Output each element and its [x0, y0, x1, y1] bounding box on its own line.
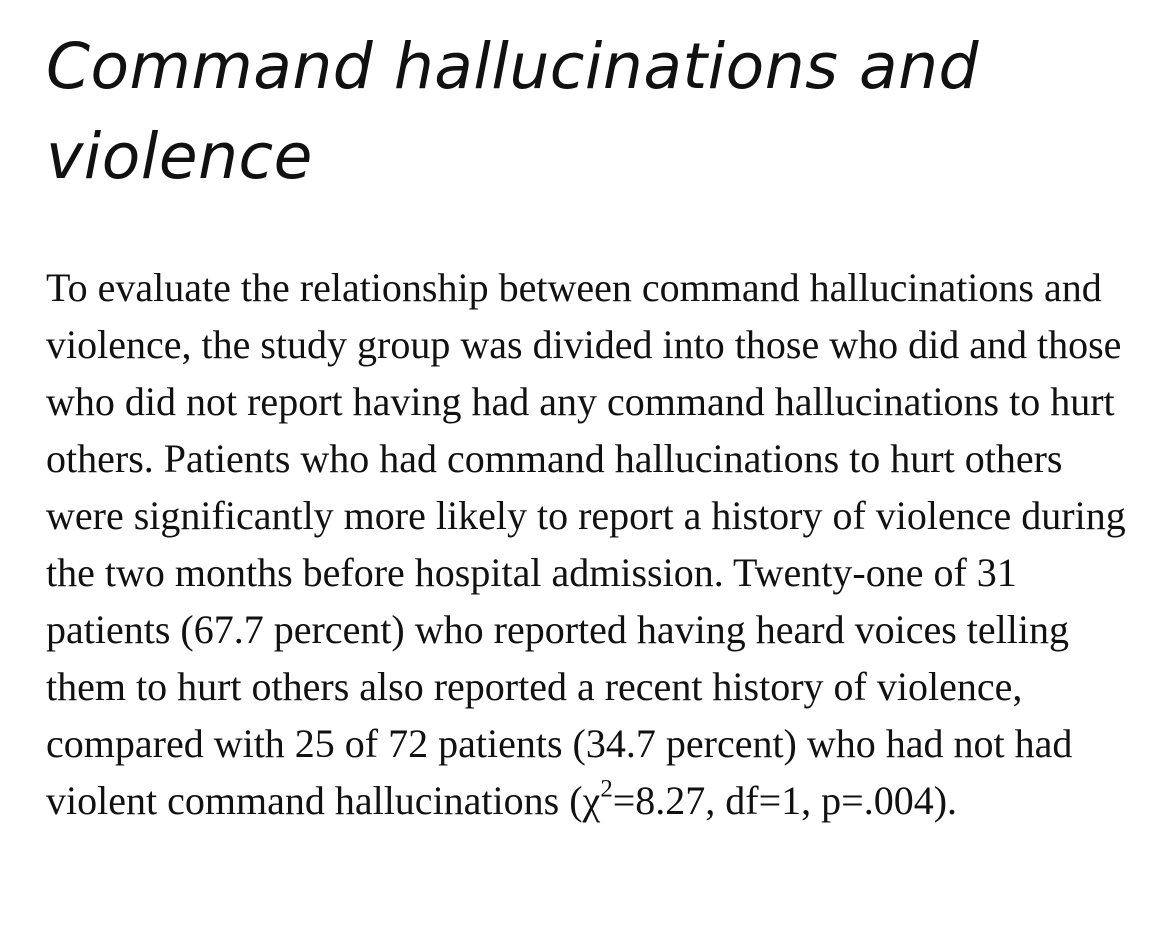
chi-square-exponent: 2 [600, 775, 613, 803]
paragraph-main-text: To evaluate the relationship between command hallucinations and violence, the study group was divided into those who did and those who did not report having had any command hallucinations to hurt others. Patients who had command hallucinations to hurt others were significantly more likely to report a history of violence during the two months before hospital admission. Twenty-one of 31 patients (67.7 percent) who reported having heard voices telling them to hurt others also reported a recent history of violence, compared with 25 of 72 patients (34.7 percent) who had not had violent command hallucinations ( [46, 265, 1126, 823]
article-section [46, 22, 1131, 829]
statistics-text: =8.27, df=1, p=.004). [612, 778, 958, 823]
chi-square-symbol: χ [582, 778, 601, 823]
section-heading: Command hallucinations and violence [46, 30, 980, 193]
body-paragraph [46, 259, 1131, 829]
